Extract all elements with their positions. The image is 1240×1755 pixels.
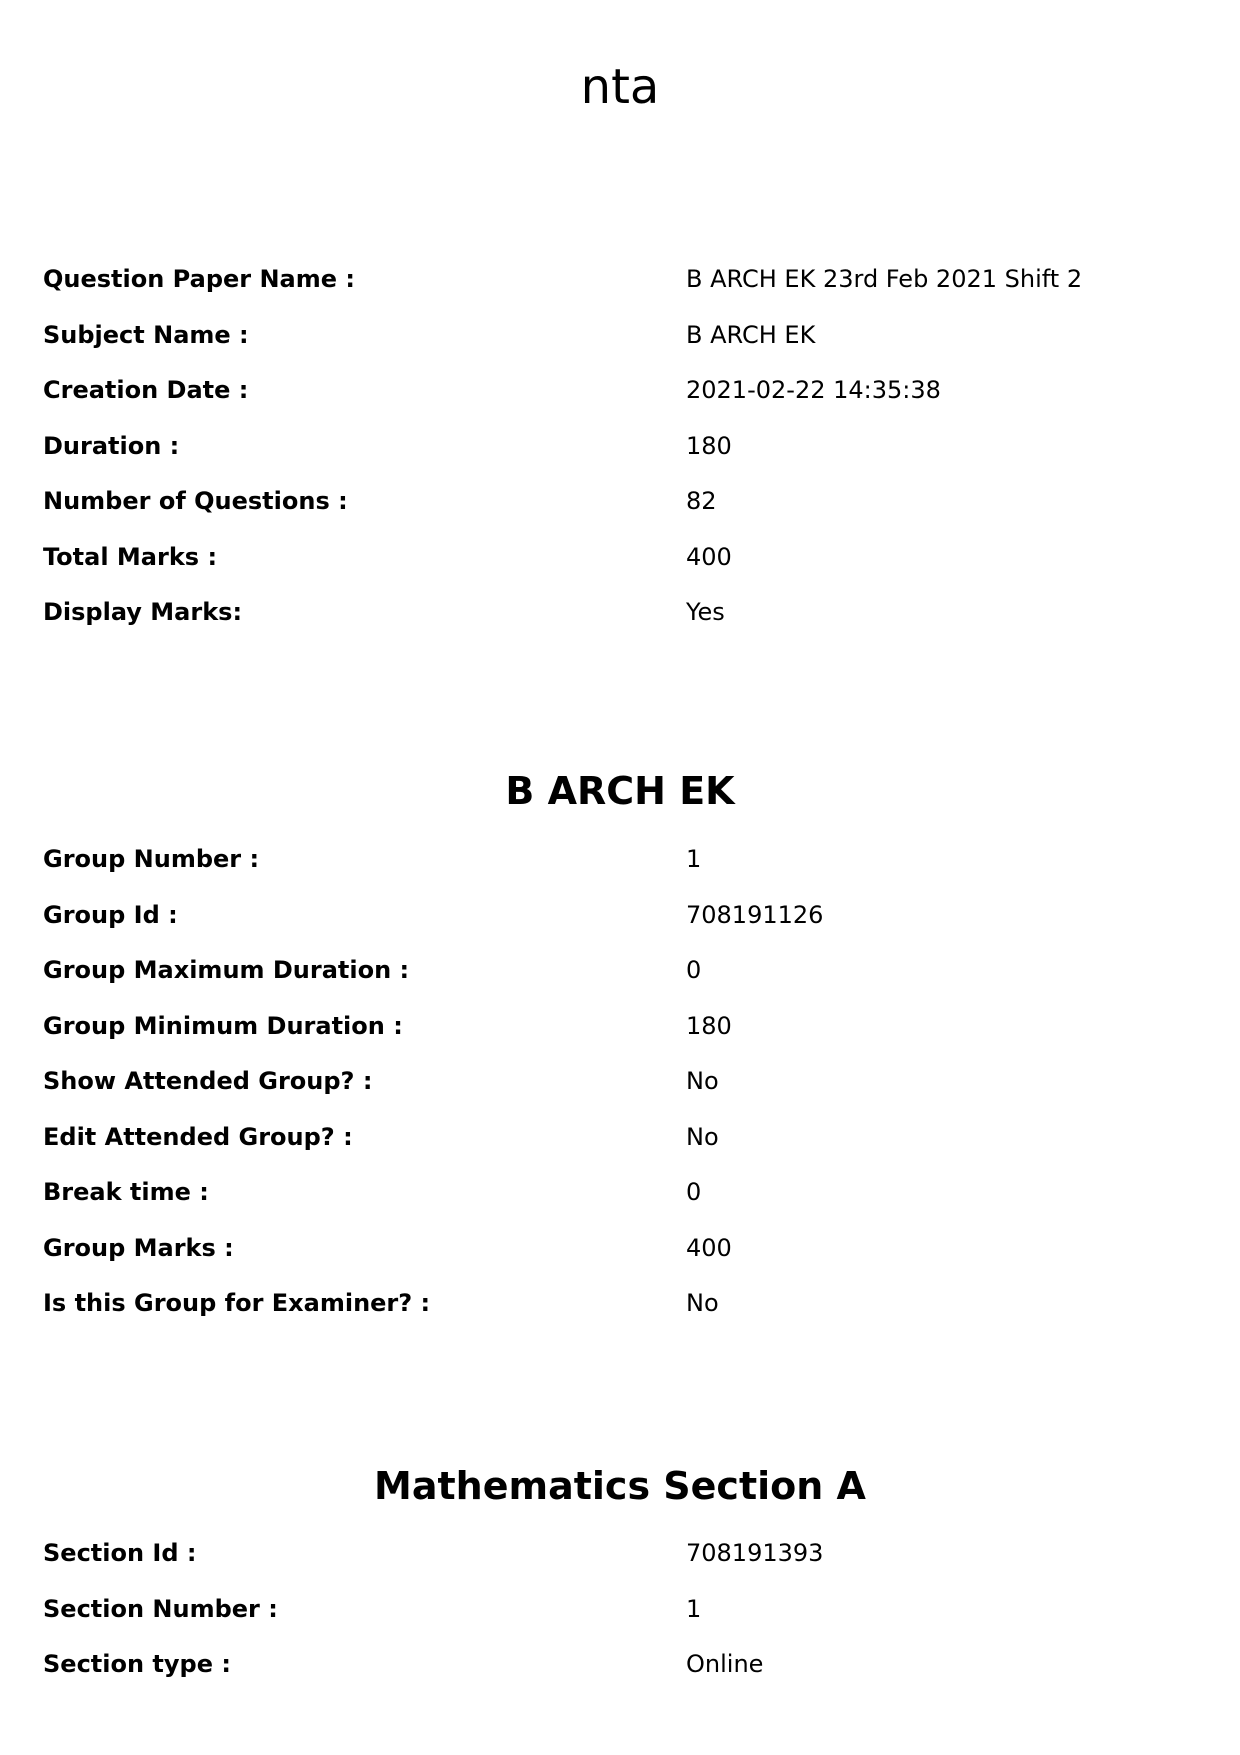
info-row [43,1538,1203,1594]
info-label: Group Maximum Duration : [43,956,410,984]
info-value: 1 [686,1594,702,1623]
info-label: Question Paper Name : [43,265,355,293]
info-label: Group Id : [43,900,178,929]
info-row [43,320,1203,376]
info-value: 0 [686,1178,702,1206]
info-label: Section type : [43,1650,231,1678]
info-row [43,1122,1203,1178]
info-row [43,486,1203,542]
info-value: 180 [686,431,732,460]
info-value: No [686,1067,719,1095]
info-label: Section Id : [43,1539,197,1567]
info-row [43,844,1203,900]
info-row [43,1288,1203,1344]
info-label: Is this Group for Examiner? : [43,1289,431,1317]
info-value: 1 [686,845,702,873]
info-row [43,900,1203,956]
info-label: Group Minimum Duration : [43,1011,403,1040]
info-row [43,955,1203,1011]
info-value: 708191393 [686,1539,824,1567]
page-title: nta [580,59,660,115]
info-row [43,1066,1203,1122]
info-value: 82 [686,487,717,515]
info-label: Creation Date : [43,376,249,404]
info-label: Duration : [43,431,180,460]
info-row [43,1594,1203,1650]
info-row [43,1649,1203,1705]
paper-info-table [43,264,1203,653]
group-heading: B ARCH EK [505,769,735,813]
info-value: 180 [686,1011,732,1040]
info-value: 708191126 [686,900,824,929]
info-label: Edit Attended Group? : [43,1122,353,1151]
info-label: Display Marks: [43,598,243,626]
info-row [43,431,1203,487]
info-label: Total Marks : [43,542,218,571]
section-heading: Mathematics Section A [374,1464,866,1508]
info-label: Show Attended Group? : [43,1067,373,1095]
info-label: Section Number : [43,1594,278,1623]
info-value: 400 [686,542,732,571]
info-row [43,597,1203,653]
info-value: B ARCH EK 23rd Feb 2021 Shift 2 [686,265,1083,293]
group-info-table [43,844,1203,1344]
info-value: B ARCH EK [686,320,816,349]
info-value: 2021-02-22 14:35:38 [686,376,941,404]
info-row [43,375,1203,431]
info-value: No [686,1289,719,1317]
info-row [43,1233,1203,1289]
info-row [43,542,1203,598]
info-label: Number of Questions : [43,487,348,515]
info-label: Break time : [43,1178,209,1206]
info-label: Group Marks : [43,1233,234,1262]
info-row [43,264,1203,320]
section-info-table [43,1538,1203,1705]
info-row [43,1011,1203,1067]
info-value: Online [686,1650,764,1678]
info-value: No [686,1122,719,1151]
info-value: 0 [686,956,702,984]
info-row [43,1177,1203,1233]
info-value: 400 [686,1233,732,1262]
info-value: Yes [686,598,725,626]
info-label: Subject Name : [43,320,249,349]
info-label: Group Number : [43,845,260,873]
